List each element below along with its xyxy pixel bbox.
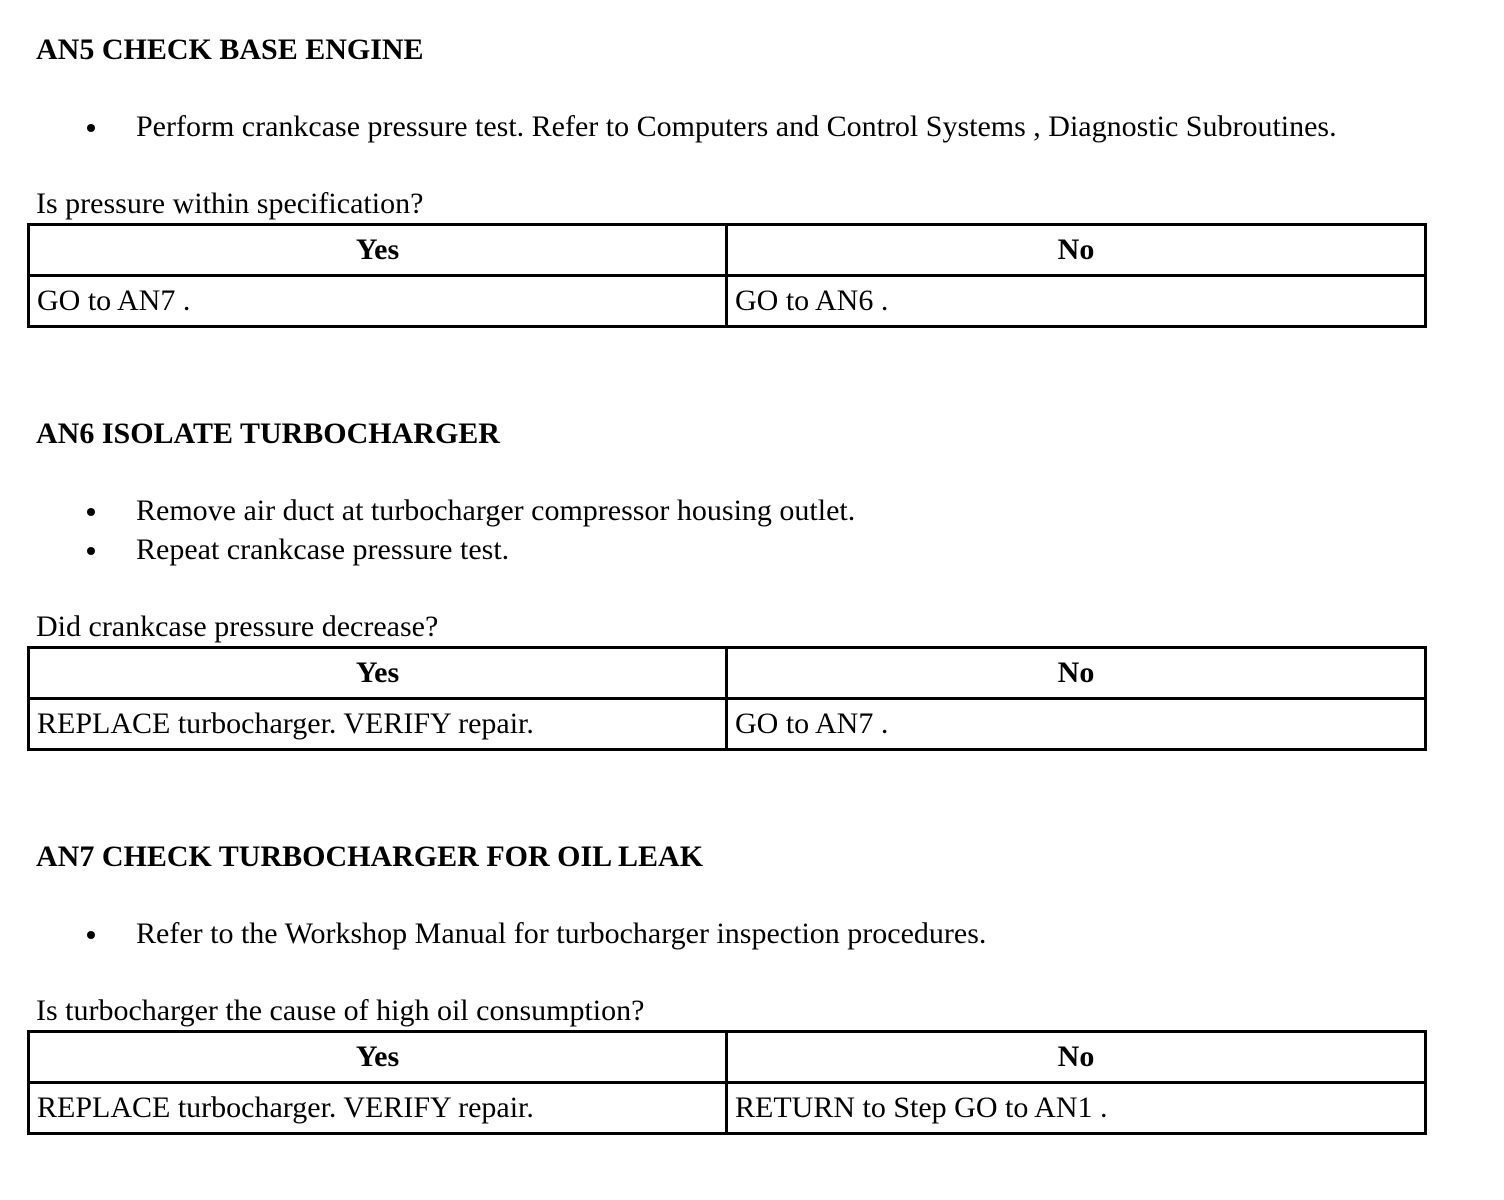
no-header: No <box>727 648 1426 699</box>
yes-action: REPLACE turbocharger. VERIFY repair. <box>29 699 727 750</box>
decision-table <box>27 1030 1427 1135</box>
no-action: RETURN to Step GO to AN1 . <box>727 1083 1426 1134</box>
bullet-icon <box>87 931 95 939</box>
bullet-text: Perform crankcase pressure test. Refer to Computers and Control Systems , Diagnostic Subroutines. <box>136 110 1337 143</box>
decision-table <box>27 646 1427 751</box>
no-action: GO to AN6 . <box>727 276 1426 327</box>
question-text: Did crankcase pressure decrease? <box>36 610 439 643</box>
bullet-text: Refer to the Workshop Manual for turbocharger inspection procedures. <box>136 917 987 950</box>
bullet-icon <box>87 508 95 516</box>
table-header-row <box>29 648 1426 699</box>
section-heading: AN6 ISOLATE TURBOCHARGER <box>36 417 500 450</box>
table-row <box>29 1083 1426 1134</box>
bullet-icon <box>87 124 95 132</box>
table-header-row <box>29 225 1426 276</box>
table-row <box>29 276 1426 327</box>
question-text: Is pressure within specification? <box>36 187 424 220</box>
bullet-text: Remove air duct at turbocharger compressor housing outlet. <box>136 494 856 527</box>
bullet-text: Repeat crankcase pressure test. <box>136 533 510 566</box>
table-row <box>29 699 1426 750</box>
bullet-icon <box>87 547 95 555</box>
yes-header: Yes <box>29 648 727 699</box>
no-header: No <box>727 225 1426 276</box>
section-heading: AN5 CHECK BASE ENGINE <box>36 33 424 66</box>
yes-action: REPLACE turbocharger. VERIFY repair. <box>29 1083 727 1134</box>
table-header-row <box>29 1032 1426 1083</box>
decision-table <box>27 223 1427 328</box>
yes-action: GO to AN7 . <box>29 276 727 327</box>
question-text: Is turbocharger the cause of high oil consumption? <box>36 994 645 1027</box>
yes-header: Yes <box>29 1032 727 1083</box>
yes-header: Yes <box>29 225 727 276</box>
section-heading: AN7 CHECK TURBOCHARGER FOR OIL LEAK <box>36 840 704 873</box>
no-action: GO to AN7 . <box>727 699 1426 750</box>
no-header: No <box>727 1032 1426 1083</box>
